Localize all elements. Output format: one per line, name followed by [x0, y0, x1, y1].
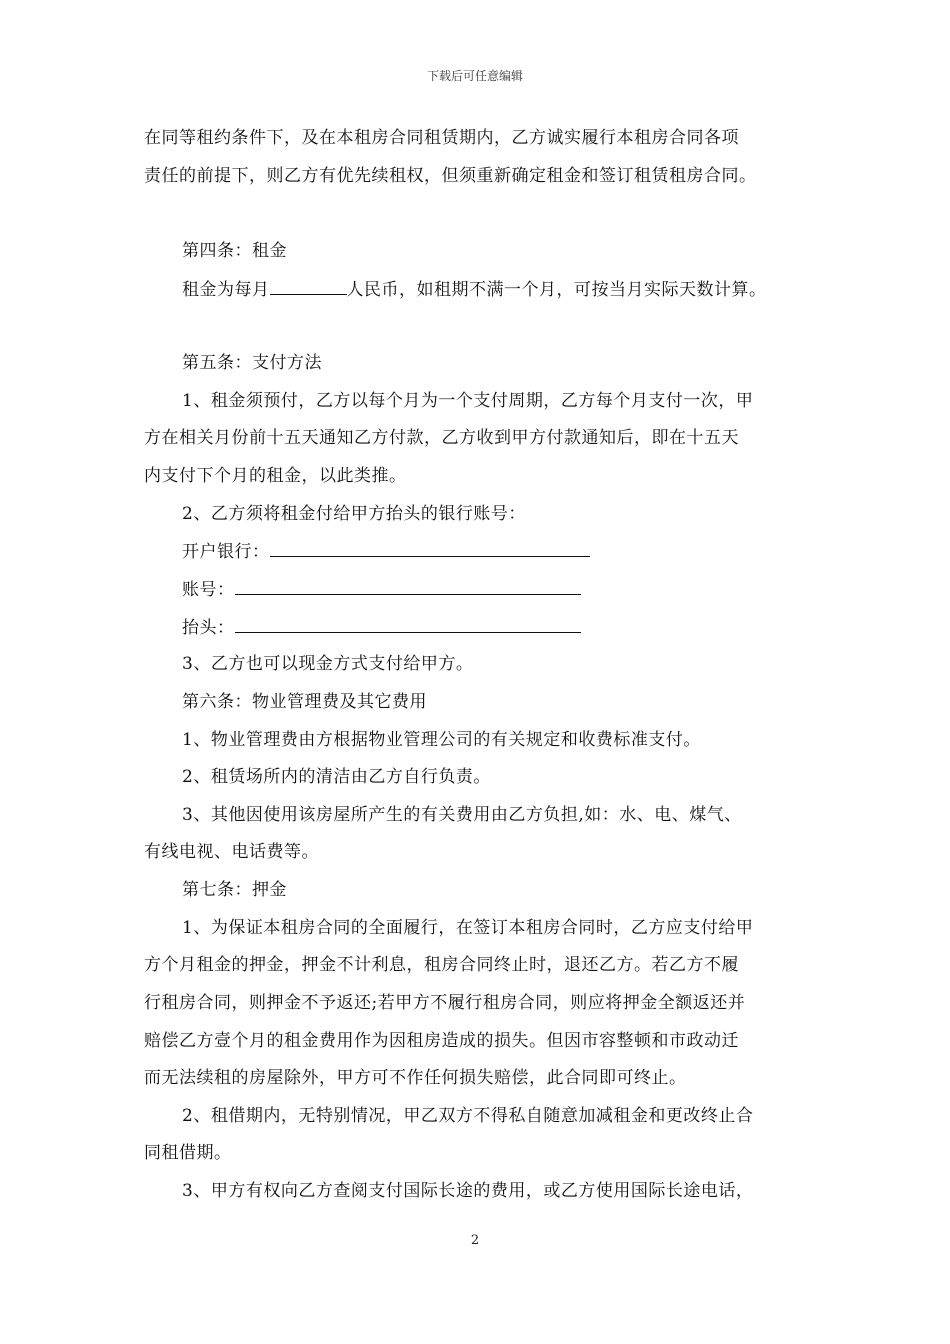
section-heading-article-7: 第七条：押金 [182, 880, 287, 900]
rent-amount-line [182, 279, 767, 300]
account-holder-blank [235, 617, 581, 633]
bank-name-label: 开户银行： [182, 542, 270, 562]
rent-amount-suffix: 人民币，如租期不满一个月，可按当月实际天数计算。 [346, 280, 767, 300]
paragraph-line: 责任的前提下，则乙方有优先续租权，但须重新确定租金和签订租赁租房合同。 [144, 166, 757, 186]
section-heading-article-5: 第五条：支付方法 [182, 353, 322, 373]
paragraph-line: 在同等租约条件下，及在本租房合同租赁期内，乙方诚实履行本租房合同各项 [144, 128, 739, 148]
paragraph-line: 赔偿乙方壹个月的租金费用作为因租房造成的损失。但因市容整顿和市政动迁 [144, 1031, 739, 1051]
account-holder-label: 抬头： [182, 618, 235, 638]
paragraph-line: 1、为保证本租房合同的全面履行，在签订本租房合同时，乙方应支付给甲 [182, 918, 754, 938]
page-number: 2 [470, 1233, 480, 1248]
paragraph-line: 同租借期。 [144, 1143, 232, 1163]
paragraph-line: 有线电视、电话费等。 [144, 842, 319, 862]
account-holder-line [182, 617, 581, 638]
paragraph-line: 3、甲方有权向乙方查阅支付国际长途的费用，或乙方使用国际长途电话， [182, 1181, 754, 1201]
paragraph-line: 1、物业管理费由方根据物业管理公司的有关规定和收费标准支付。 [182, 730, 701, 750]
account-number-label: 账号： [182, 580, 235, 600]
section-heading-article-6: 第六条：物业管理费及其它费用 [182, 692, 427, 712]
paragraph-line: 3、其他因使用该房屋所产生的有关费用由乙方负担,如：水、电、煤气、 [182, 805, 742, 825]
paragraph-line: 2、租赁场所内的清洁由乙方自行负责。 [182, 767, 491, 787]
paragraph-line: 方在相关月份前十五天通知乙方付款，乙方收到甲方付款通知后，即在十五天 [144, 428, 739, 448]
paragraph-line: 内支付下个月的租金，以此类推。 [144, 466, 407, 486]
paragraph-line: 方个月租金的押金，押金不计利息，租房合同终止时，退还乙方。若乙方不履 [144, 955, 739, 975]
paragraph-line: 3、乙方也可以现金方式支付给甲方。 [182, 654, 474, 674]
account-number-blank [235, 579, 581, 595]
rent-amount-prefix: 租金为每月 [182, 280, 270, 300]
page-header: 下载后可任意编辑 [426, 69, 523, 83]
paragraph-line: 行租房合同，则押金不予返还;若甲方不履行租房合同，则应将押金全额返还并 [144, 993, 746, 1013]
paragraph-line: 1、租金须预付，乙方以每个月为一个支付周期，乙方每个月支付一次，甲 [182, 391, 754, 411]
bank-name-line [182, 541, 590, 562]
paragraph-line: 而无法续租的房屋除外，甲方可不作任何损失赔偿，此合同即可终止。 [144, 1068, 687, 1088]
rent-amount-blank [270, 279, 347, 295]
paragraph-line: 2、租借期内，无特别情况，甲乙双方不得私自随意加减租金和更改终止合 [182, 1106, 754, 1126]
section-heading-article-4: 第四条：租金 [182, 241, 287, 261]
paragraph-line: 2、乙方须将租金付给甲方抬头的银行账号： [182, 504, 526, 524]
bank-name-blank [270, 541, 590, 557]
account-number-line [182, 579, 581, 600]
